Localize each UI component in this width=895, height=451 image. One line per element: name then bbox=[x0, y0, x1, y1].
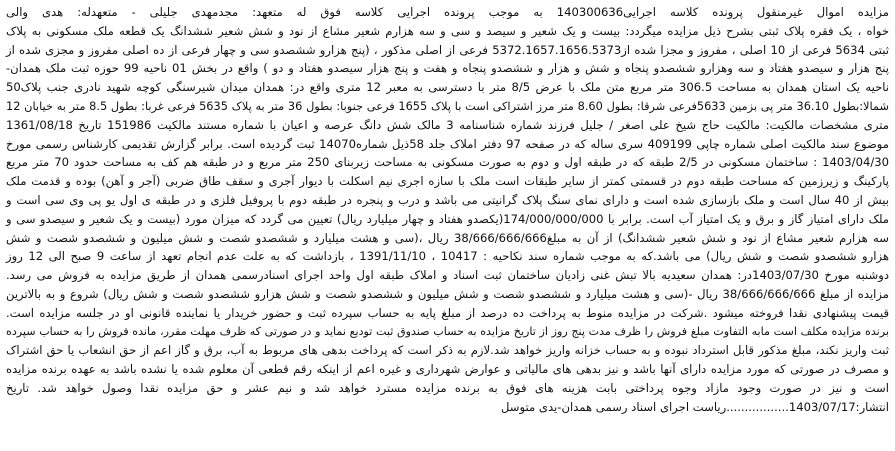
notice-line: ثبت واریز نکند، مبلغ مذکور قابل استرداد نبوده و به حساب خزانه واریز خواهد شد.لازم به ذکر است که پرداخت بدهی های مربوط به آب، برق و گاز اعم از حق انشعاب یا حق اشتراک bbox=[6, 343, 889, 358]
notice-line: هزارو ششصدو شصت و شش ریال) می باشد.که به موجب شماره سند نکاحیه : 10417 ، 1391/11/10 ، بازداشت که به علت عدم انجام تعهد از ساعت 9 صبح الی 12 روز bbox=[6, 249, 889, 264]
notice-line: پنج هزار و سیصدو هفتاد و سه وهزارو ششصدو پنجاه و شش و هزار و ششصدو پنجاه و هفت و پنج هزار سیصدو هفتاد و دو ) واقع در بخش 01 ناحیه 99 حوزه ثبت ملک همدان- bbox=[6, 61, 889, 76]
notice-line: قیمت پیشنهادی نقدا فروخته میشود .شرکت در مزایده منوط به پرداخت ده درصد از مبلغ پایه به حساب سپرده ثبت و حضور خریدار یا نماینده قانونی او در جلسه مزایده است. bbox=[6, 305, 889, 320]
notice-line: برنده مزایده مکلف است مابه التفاوت مبلغ فروش را ظرف مدت پنج روز از تاریخ مزایده به حساب صندوق ثبت تودیع نماید و در صورتی که ظرف مهلت مقرر، مانده فروش را به حساب سپرده bbox=[6, 324, 889, 338]
notice-line: شمالا:بطول 36.10 متر پی بزمین 5633فرعی شرقا: بطول 8.60 متر مرز اشتراکی است با پلاک 1655 فرعی جنوبا: بطول 36 متر به پلاک 5635 فرعی غربا: بطول 8.5 متر به خیابان 12 bbox=[6, 98, 889, 113]
notice-line: ثبتی 5634 فرعی از 10 اصلی ، مفروز و مجزا شده از5372.1657.1656.5373 فرعی از اصلی مذکور ، (پنج هزارو ششصدو سی و چهار فرعی از ده اصلی مفروز و مجزی شده از bbox=[6, 42, 890, 57]
notice-line: دوشنبه مورخ 1403/07/30در: همدان سعیدیه بالا تبش غنی زادیان ساختمان ثبت اسناد و املاک طبقه اول واحد اجرای اسنادرسمی همدان از طریق مزایده به فروش می رسد. bbox=[6, 268, 890, 283]
notice-line: است و نیز در صورت وجود مازاد وجوه پرداختی بابت هزینه های فوق به برنده مزایده مسترد خواهد شد و نیم عشر و حق مزایده نقدا وصول خواهد شد. تاریخ bbox=[6, 380, 889, 395]
notice-line: ملک دارای امتیاز گاز و برق و یک امتیاز آب است. برابر با 174/000/000/000(یکصدو هفتاد و چهار میلیارد ریال) تعیین می گردد که میزان مورد (بیست و یک شعیر و سیصدو سی و bbox=[6, 211, 889, 226]
notice-line: و مصرف در صورتی که مورد مزایده دارای آنها باشد و نیز بدهی های مالیاتی و عوارض شهرداری و غیره اعم از اینکه رقم قطعی آن معلوم شده یا نشده باشد به عهده برنده مزایده bbox=[6, 362, 889, 377]
notice-line: پارکینگ و زیرزمین که مساحت طبقه دوم در قسمتی کمتر از سایر طبقات است ملک با سازه اجری نیم اسکلت با دیوار آجری و سقف طاق ضربی (آجر و آهن) بوده و قدمت ملک bbox=[6, 174, 889, 189]
notice-line: خواه ، یک فقره پلاک ثبتی بشرح ذیل مزایده میگردد: بیست و یک شعیر و سیصد و سی و سه هزارم شعیر مشاع از نود و شش شعیر ششدانگ یک قطعه ملک مسکونی به پلاک bbox=[6, 23, 889, 38]
notice-line: ناحیه یک استان همدان به مساحت 306.5 متر مربع متن ملک با عرض 8/5 متر با دسترسی به معبر 12 متری واقع در: همدان میدان شیرسنگی کوچه شهید نادری جنب پلاک50 bbox=[6, 80, 889, 95]
notice-line: 1403/04/30 : ساختمان مسکونی در 2/5 طبقه که در طبقه اول و دوم به صورت مسکونی به مساحت زیربنای 250 متر مربع و در طبقه هم کف به مساحت حدود 70 متر مربع bbox=[6, 155, 889, 170]
notice-line: متری مشخصات مالکیت: مالکیت حاج شیخ علی اصغر / جلیل فرزند شماره شناسنامه 3 مالک شش دانگ عرصه و اعیان با شماره مستند مالکیت 151986 تاریخ 1361/08/18 bbox=[6, 117, 889, 132]
notice-line: بیش از 40 سال است و ملک بازسازی شده است و دارای نمای سنگ پلاک گرانیتی می باشد و درب و پنجره در طبقه دوم با پروفیل فلزی و در طبقه ی اول یو پی وی سی است و bbox=[6, 192, 889, 207]
notice-line: مزایده از مبلغ 38/666/666/666 ریال -(سی و هشت میلیارد و ششصدو شصت و شش میلیون و ششصدو شصت و شش هزارو ششصدو شصت و شش ریال) شروع و به بالاترین bbox=[6, 286, 889, 301]
notice-line: انتشار:1403/07/17.................رياست اجراى اسناد رسمى همدان-يدى متوسل bbox=[501, 399, 889, 414]
notice-line: سه هزارم شعیر مشاع از نود و شش شعیر ششدانگ) از آن به مبلغ38/666/666/666 ریال ،(سی و هشت میلیارد و ششصدو شصت و شش میلیون و ششصدو شصت و شش bbox=[6, 230, 889, 245]
notice-line: موضوع سند مالکیت اصلی شماره چاپی 409199 سری ساله که در صفحه 97 دفتر املاک جلد 58ذیل شماره14070 ثبت گردیده است. برابر گزارش تقدیمی کارشناس رسمی مورخ bbox=[6, 136, 889, 151]
notice-line: مزایده اموال غیرمنقول پرونده کلاسه اجرایی140300636 به موجب پرونده اجرایی کلاسه فوق له متعهد: مجدمهدی جلیلی - متعهدله: هدی والی bbox=[6, 5, 889, 19]
